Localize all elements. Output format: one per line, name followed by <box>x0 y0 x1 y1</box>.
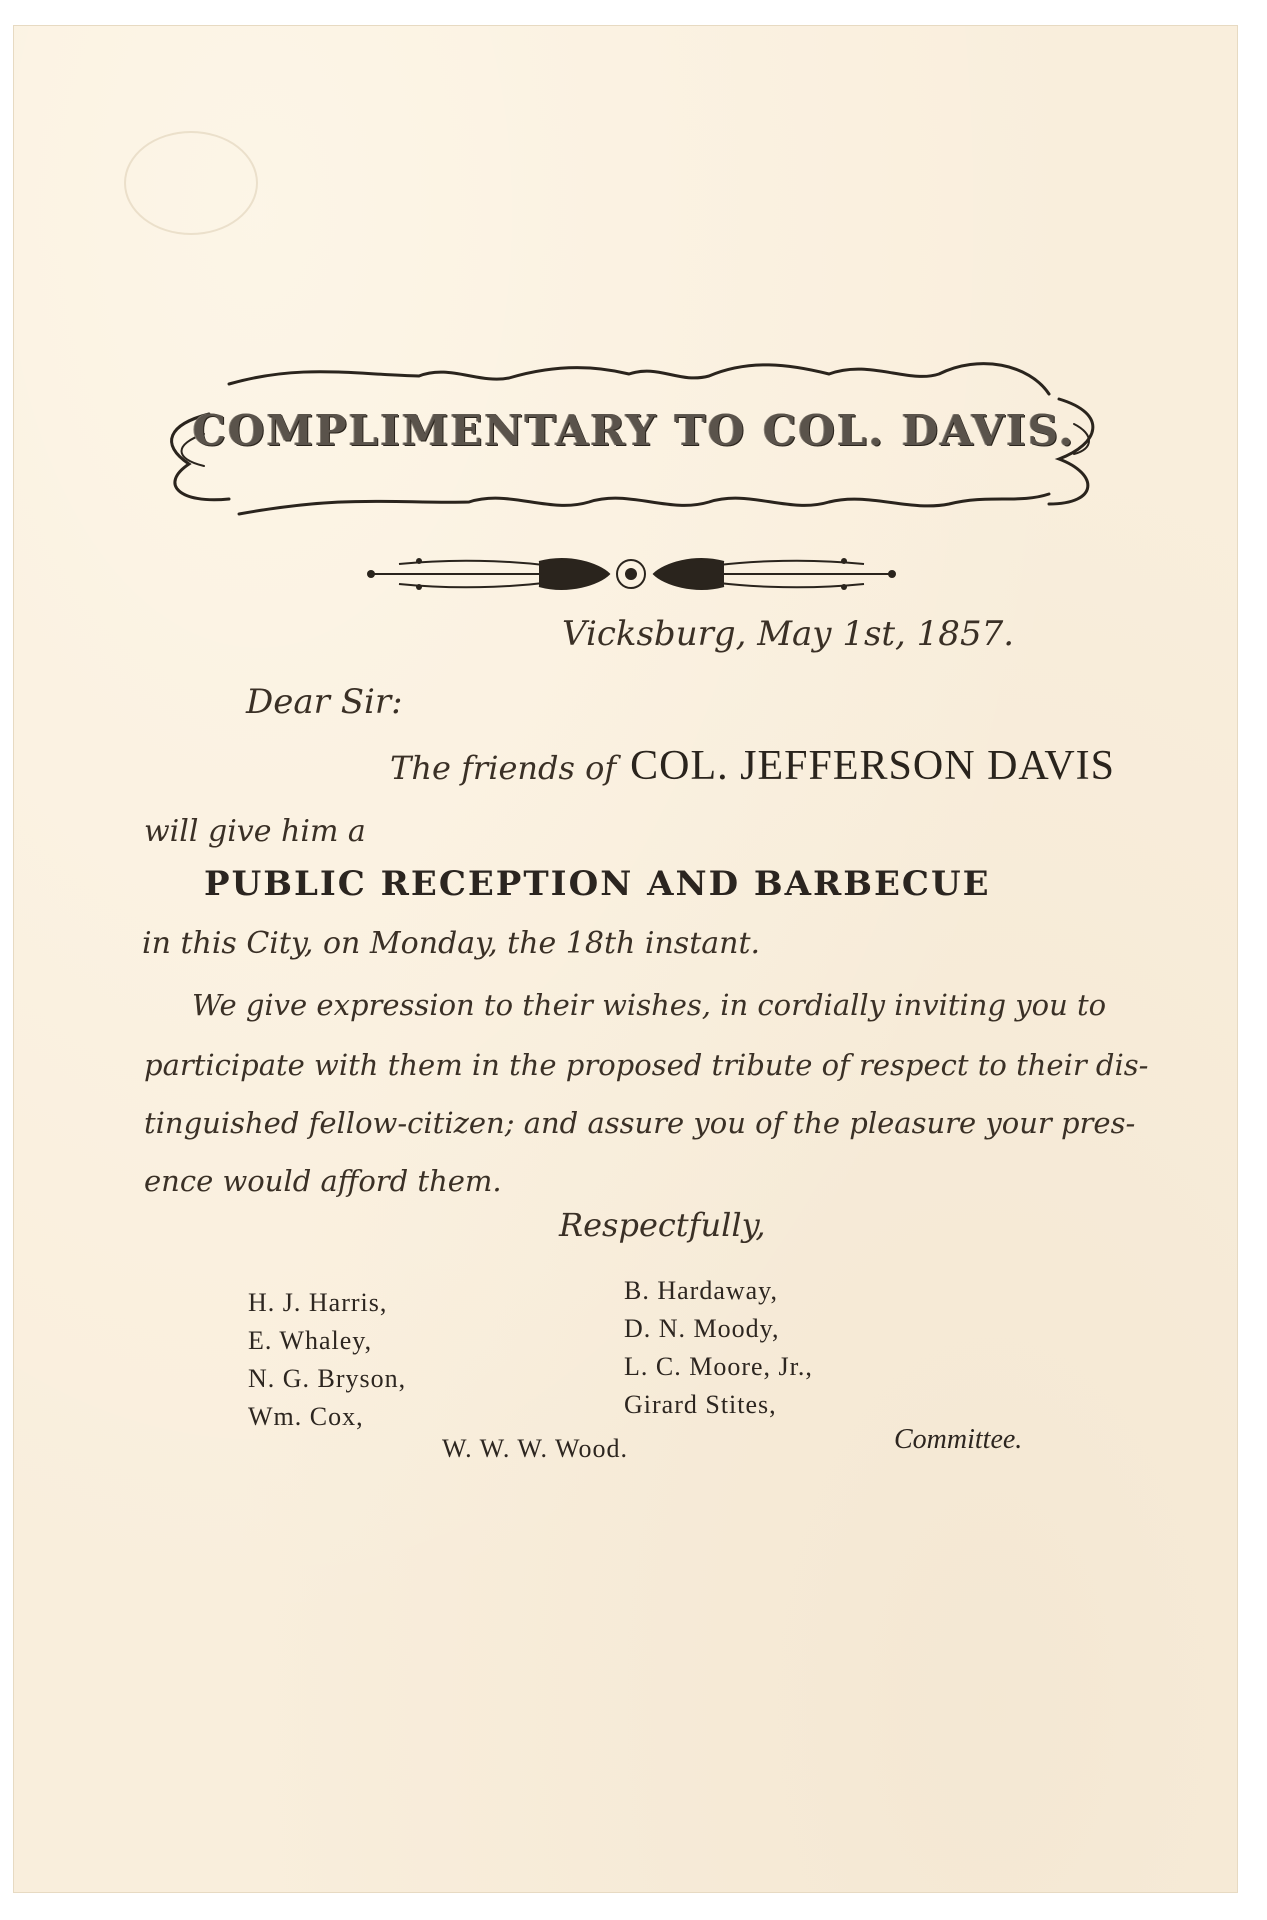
heading-title: COMPLIMENTARY TO COL. DAVIS. <box>192 406 1076 455</box>
signatory-cox: Wm. Cox, <box>248 1402 364 1431</box>
body-line-1 <box>390 742 1115 790</box>
closing: Respectfully, <box>559 1206 766 1244</box>
paper-sheet <box>14 26 1237 1892</box>
signatory-harris: H. J. Harris, <box>248 1288 388 1317</box>
paragraph-2-line-3: tinguished fellow-citizen; and assure you of the pleasure your pres- <box>144 1106 1136 1140</box>
salutation: Dear Sir: <box>246 682 403 722</box>
body-line-1-lead: The friends of <box>390 749 617 787</box>
paragraph-2-line-1: We give expression to their wishes, in cordially inviting you to <box>192 988 1107 1022</box>
body-line-2: will give him a <box>144 814 366 849</box>
signatory-moody: D. N. Moody, <box>624 1314 780 1343</box>
signatory-wood: W. W. W. Wood. <box>442 1434 629 1463</box>
signatory-moore: L. C. Moore, Jr., <box>624 1352 813 1381</box>
body-line-4: in this City, on Monday, the 18th instant. <box>142 926 761 961</box>
jefferson-davis-name: COL. JEFFERSON DAVIS <box>630 743 1116 789</box>
embossed-stamp <box>124 131 258 235</box>
committee-label: Committee. <box>894 1424 1023 1455</box>
heading-banner <box>149 354 1119 524</box>
paragraph-2-line-2: participate with them in the proposed tribute of respect to their dis- <box>144 1048 1149 1082</box>
place-date: Vicksburg, May 1st, 1857. <box>562 614 1015 654</box>
signatory-bryson: N. G. Bryson, <box>248 1364 407 1393</box>
paragraph-2-line-4: ence would afford them. <box>144 1164 502 1198</box>
signatory-hardaway: B. Hardaway, <box>624 1276 778 1305</box>
signatory-whaley: E. Whaley, <box>248 1326 373 1355</box>
event-title: PUBLIC RECEPTION AND BARBECUE <box>204 864 991 904</box>
signatory-stites: Girard Stites, <box>624 1390 777 1419</box>
ornament-divider-icon <box>359 544 904 604</box>
